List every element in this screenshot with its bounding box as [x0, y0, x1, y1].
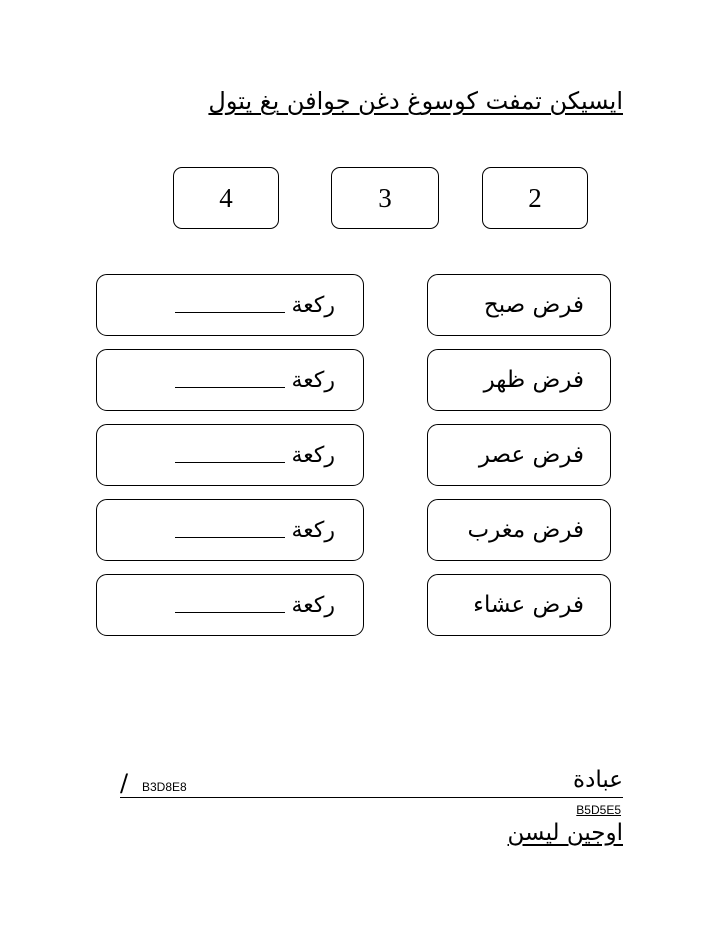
prayer-name: فرض ظهر — [483, 367, 584, 393]
rakaat-label: ركعة — [291, 442, 335, 468]
prayer-box-subuh — [427, 274, 611, 336]
footer-divider — [120, 797, 623, 798]
answer-blank[interactable] — [175, 598, 285, 613]
prayer-box-asar — [427, 424, 611, 486]
footer-code-right: B5D5E5 — [576, 803, 621, 817]
prayer-box-maghrib — [427, 499, 611, 561]
answer-box-isyak[interactable] — [96, 574, 364, 636]
subject-label: عبادة — [573, 767, 623, 793]
footer-code-left: B3D8E8 — [142, 780, 187, 794]
prayer-name: فرض صبح — [483, 292, 584, 318]
prayer-name: فرض عصر — [478, 442, 584, 468]
answer-box-zuhur[interactable] — [96, 349, 364, 411]
worksheet-title: ايسيکن تمفت کوسوغ دغن جوافن يغ يتول — [208, 87, 623, 115]
prayer-box-zuhur — [427, 349, 611, 411]
answer-blank[interactable] — [175, 523, 285, 538]
answer-box-asar[interactable] — [96, 424, 364, 486]
prayer-name: فرض عشاء — [473, 592, 584, 618]
answer-blank[interactable] — [175, 448, 285, 463]
rakaat-label: ركعة — [291, 517, 335, 543]
teacher-name: اوجين ليسن — [507, 820, 623, 846]
footer-slash: / — [120, 769, 129, 797]
prayer-box-isyak — [427, 574, 611, 636]
number-box-4: 4 — [173, 167, 279, 229]
rakaat-label: ركعة — [291, 592, 335, 618]
answer-box-subuh[interactable] — [96, 274, 364, 336]
number-box-2: 2 — [482, 167, 588, 229]
answer-blank[interactable] — [175, 298, 285, 313]
prayer-name: فرض مغرب — [467, 517, 584, 543]
rakaat-label: ركعة — [291, 292, 335, 318]
number-box-3: 3 — [331, 167, 439, 229]
answer-box-maghrib[interactable] — [96, 499, 364, 561]
answer-blank[interactable] — [175, 373, 285, 388]
rakaat-label: ركعة — [291, 367, 335, 393]
